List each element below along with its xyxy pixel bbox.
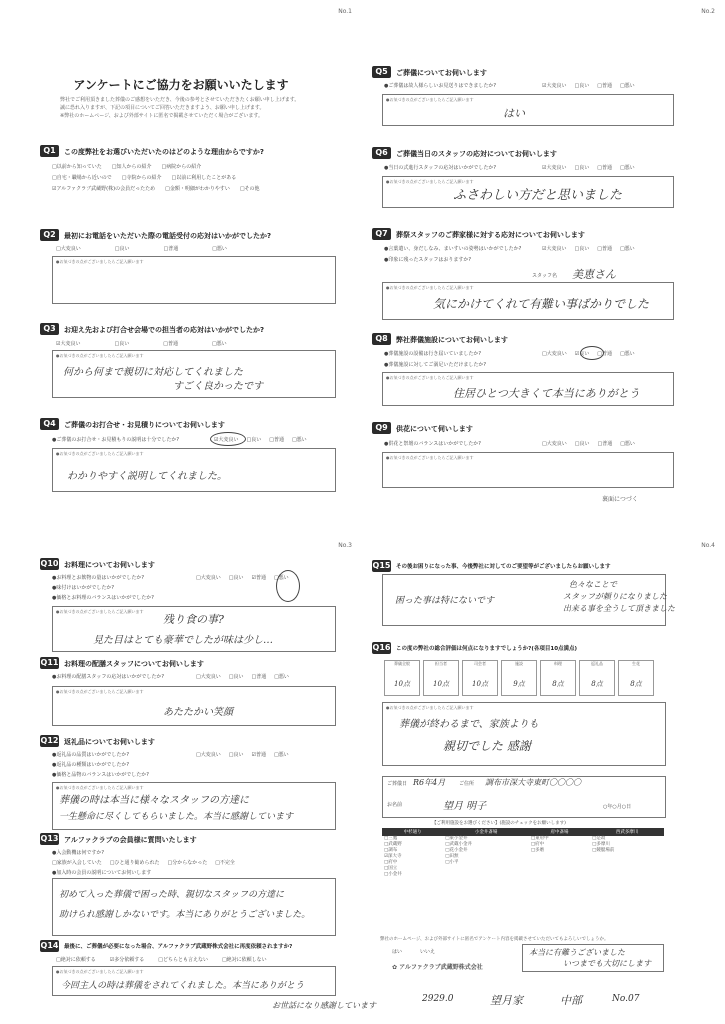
facility-option[interactable]: □競艇場前 xyxy=(592,848,615,853)
footer-handwriting: いつまでも大切にします xyxy=(563,959,651,968)
box-label: ●お気づきの点がございましたらご記入願います xyxy=(386,375,474,380)
q13-badge: Q13 xyxy=(40,834,59,843)
date-field: ○年○月○日 xyxy=(603,804,632,810)
q7-question-2: ●印象に残ったスタッフはおりますか? xyxy=(384,257,472,263)
q3-handwriting: すごく良かったです xyxy=(173,381,263,392)
facility-header: 西武多摩川 xyxy=(590,828,664,836)
q15-handwriting: 色々なことで xyxy=(569,580,617,589)
facility-option[interactable]: □調布 xyxy=(384,848,398,853)
q16-handwriting: 葬儀が終わるまで、家族よりも xyxy=(399,719,539,730)
q4-handwriting: わかりやすく説明してくれました。 xyxy=(67,471,227,482)
q6-comment-box[interactable] xyxy=(382,176,674,208)
facility-option[interactable]: □田無 xyxy=(445,854,459,859)
facility-option[interactable]: □多摩川 xyxy=(592,842,610,847)
score-cell[interactable] xyxy=(423,660,459,696)
publish-consent-options xyxy=(392,948,435,955)
q14-option[interactable]: ☑多分依頼する xyxy=(109,957,145,963)
q13-title: アルファクラブの会員様に質問いたします xyxy=(64,836,197,844)
footer-handwriting: 本当に有難うございました xyxy=(529,948,625,957)
q14-comment-box[interactable] xyxy=(52,966,336,996)
q1-option[interactable]: □以前に利用したことがある xyxy=(171,175,237,181)
bottom-area: 中部 xyxy=(560,994,582,1007)
score-value: 10点 xyxy=(472,680,488,688)
facility-column xyxy=(590,836,664,878)
q5-question: ●ご葬儀は故人様らしいお見送りはできましたか? xyxy=(384,83,497,89)
q14-option[interactable]: □絶対に依頼する xyxy=(56,957,96,963)
intro-line: ※弊社のホームページ、および外部サイトに匿名で掲載させていただく場合がございます。 xyxy=(60,113,263,119)
page-number: No.3 xyxy=(338,542,352,549)
q1-title: この度弊社をお選びいただいたのはどのような理由からですか? xyxy=(64,148,264,156)
q12-title: 返礼品についてお伺いします xyxy=(64,738,155,746)
q9-option[interactable]: □悪い xyxy=(620,441,635,447)
facility-option[interactable]: □是政 xyxy=(592,836,606,841)
score-label: 料理 xyxy=(554,661,562,666)
page-1 xyxy=(0,0,362,520)
q10-handwriting: 残り食の事? xyxy=(163,613,224,626)
q10-option[interactable]: □良い xyxy=(228,575,244,581)
q13-handwriting: 初めて入った葬儀で困った時、親切なスタッフの方達に xyxy=(59,890,285,900)
q10-selected-mark xyxy=(273,570,300,602)
q16-handwriting: 親切でした 感謝 xyxy=(443,739,531,753)
q7-question-1: ●言葉遣い、身だしなみ、まいすいの姿勢はいかがでしたか? xyxy=(384,246,522,252)
score-value: 8点 xyxy=(591,680,603,688)
q8-badge: Q8 xyxy=(372,333,391,345)
q5-title: ご葬儀についてお伺いします xyxy=(396,69,487,77)
q12-option[interactable]: □良い xyxy=(228,752,244,758)
box-label: ●お気づきの点がございましたらご記入願います xyxy=(386,285,474,290)
q2-option[interactable]: □大変良い xyxy=(56,246,81,252)
q12-question: ●返礼品の種類はいかがでしたか? xyxy=(52,762,130,768)
q4-option[interactable]: □悪い xyxy=(291,437,307,443)
q13-question-1: ●入会動機は何ですか? xyxy=(52,850,105,856)
q6-title: ご葬儀当日のスタッフの応対についてお伺いします xyxy=(396,150,557,158)
score-value: 8点 xyxy=(630,680,642,688)
q1-option[interactable]: □以前から知っていた xyxy=(52,164,102,170)
q10-option[interactable]: □悪い xyxy=(273,575,289,581)
address-label: ご住所 xyxy=(459,781,475,787)
q8-question-2: ●葬儀施設に対してご満足いただけましたか? xyxy=(384,362,487,368)
q7-staff-label: スタッフ名 xyxy=(532,273,558,279)
box-label: ●お気づきの点がございましたらご記入願います xyxy=(386,97,474,102)
q16-title: この度の弊社の総合評価は何点になりますでしょうか?(各項目10点満点) xyxy=(396,646,578,652)
q5-handwriting: はい xyxy=(503,107,525,120)
score-label: 担当者 xyxy=(435,661,447,666)
footer-comment-box[interactable] xyxy=(522,944,664,972)
q6-options xyxy=(542,164,635,171)
score-value: 10点 xyxy=(394,680,410,688)
q1-badge: Q1 xyxy=(40,145,59,157)
q10-title: お料理についてお伺いします xyxy=(64,561,155,569)
survey-intro xyxy=(60,96,320,120)
q8-handwriting: 住居ひとつ大きくて本当にありがとう xyxy=(453,387,640,400)
q1-option[interactable]: □病院からの紹介 xyxy=(161,164,202,170)
q4-question: ●ご葬儀のお打合せ・お見積もりの説明は十分でしたか? xyxy=(52,437,180,443)
q11-title: お料理の配膳スタッフについてお伺いします xyxy=(64,660,204,668)
q5-option[interactable]: □悪い xyxy=(619,83,635,89)
q8-comment-box[interactable] xyxy=(382,372,674,406)
q12-option[interactable]: ☑普通 xyxy=(251,752,266,758)
q1-option[interactable]: □自宅・職場から近いので xyxy=(52,175,112,181)
q12-question: ●返礼品の品質はいかがでしたか? xyxy=(52,752,130,758)
company-logo-icon: ✿ xyxy=(392,964,400,971)
q15-handwriting: 困った事は特にないです xyxy=(395,596,495,606)
q7-staff-name: 美恵さん xyxy=(572,268,616,281)
q1-option[interactable]: □その他 xyxy=(239,186,260,192)
q14-option[interactable]: □どちらとも言えない xyxy=(158,957,208,963)
score-label: 司会者 xyxy=(474,661,486,666)
q12-options xyxy=(196,751,289,758)
box-label: ●お気づきの点がございましたらご記入願います xyxy=(386,705,474,710)
q4-selected-mark xyxy=(210,432,246,446)
q11-option[interactable]: □悪い xyxy=(274,674,289,680)
q16-badge: Q16 xyxy=(372,643,391,652)
q6-question: ●当日の式進行スタッフの応対はいかがでしたか? xyxy=(384,165,497,171)
q9-title: 供花について伺いします xyxy=(396,425,473,433)
q12-badge: Q12 xyxy=(40,736,59,745)
q1-option[interactable]: □知人からの紹介 xyxy=(111,164,152,170)
q4-badge: Q4 xyxy=(40,418,59,430)
q11-option[interactable]: □普通 xyxy=(251,674,267,680)
q2-option[interactable]: □悪い xyxy=(212,246,227,252)
score-cell[interactable] xyxy=(462,660,498,696)
q8-selected-mark xyxy=(580,346,604,360)
q8-option[interactable]: □普通 xyxy=(597,351,612,357)
funeral-date-label: ご葬儀日 xyxy=(387,781,408,787)
q15-handwriting: 出来る事を全うして頂きました xyxy=(563,604,675,613)
q15-badge: Q15 xyxy=(372,561,391,570)
q2-option[interactable]: □良い xyxy=(114,246,130,252)
page-number: No.4 xyxy=(701,542,715,549)
q3-option[interactable]: □悪い xyxy=(211,341,227,347)
q13-options xyxy=(52,859,235,866)
q14-title: 最後に、ご葬儀が必要になった場合、アルファクラブ武蔵野株式会社に再度依頼されますか? xyxy=(64,944,293,950)
q2-comment-box[interactable] xyxy=(52,256,336,304)
q3-comment-box[interactable] xyxy=(52,350,336,398)
box-label: ●お気づきの点がございましたらご記入願います xyxy=(56,259,144,264)
q9-option[interactable]: □普通 xyxy=(597,441,613,447)
facility-option[interactable]: ☑深大寺 xyxy=(384,854,402,859)
q14-options xyxy=(56,956,267,963)
q13-option[interactable]: □分からなかった xyxy=(167,860,208,866)
q9-option[interactable]: □良い xyxy=(574,441,590,447)
box-label: ●お気づきの点がございましたらご記入願います xyxy=(56,451,144,456)
q1-options-row3 xyxy=(52,185,260,192)
q10-options xyxy=(196,574,289,581)
q5-comment-box[interactable] xyxy=(382,94,674,126)
box-label: ●お気づきの点がございましたらご記入願います xyxy=(386,179,474,184)
q13-option[interactable]: □不完全 xyxy=(215,860,235,866)
q14-handwriting: 今回主人の時は葬儀をされてくれました。本当にありがとう xyxy=(61,981,305,991)
respondent-name: 望月 明子 xyxy=(443,801,487,812)
facility-column xyxy=(443,836,529,878)
q5-option[interactable]: □良い xyxy=(574,83,590,89)
q7-option[interactable]: □普通 xyxy=(597,246,612,252)
facility-header: 府中斎場 xyxy=(529,828,590,836)
facility-column xyxy=(529,836,590,878)
q7-comment-box[interactable] xyxy=(382,282,674,320)
q1-option[interactable]: □寺院からの紹介 xyxy=(121,175,162,181)
q6-badge: Q6 xyxy=(372,147,391,159)
q6-option[interactable]: □良い xyxy=(574,165,590,171)
facility-option[interactable]: □武蔵小金井 xyxy=(445,842,473,847)
facility-option[interactable]: □府中 xyxy=(530,842,545,847)
score-label: 返礼品 xyxy=(591,661,603,666)
q4-option[interactable]: □良い xyxy=(246,437,262,443)
q8-title: 弊社葬儀施設についてお伺いします xyxy=(396,336,508,344)
q12-handwriting: 葬儀の時は本当に様々なスタッフの方達に xyxy=(59,795,249,806)
q9-badge: Q9 xyxy=(372,422,391,434)
q13-question-2: ●加入時の会員の説明についてお伺いします xyxy=(52,870,152,876)
q6-option[interactable]: □普通 xyxy=(597,165,612,171)
q10-option[interactable]: ☑普通 xyxy=(251,575,266,581)
bottom-family: 望月家 xyxy=(490,994,523,1007)
page-4 xyxy=(362,520,725,1024)
q2-badge: Q2 xyxy=(40,229,59,241)
q15-title: その後お困りになった事、今後弊社に対してのご要望等がございましたらお願いします xyxy=(396,564,611,570)
q5-option[interactable]: □普通 xyxy=(597,83,612,89)
q9-comment-box[interactable] xyxy=(382,452,674,488)
q11-question: ●お料理の配膳スタッフの応対はいかがでしたか? xyxy=(52,674,165,680)
q10-question: ●お料理とお飲物の量はいかがでしたか? xyxy=(52,575,145,581)
q11-option[interactable]: □大変良い xyxy=(196,674,221,680)
facility-header: 中杉通り xyxy=(382,828,443,836)
score-value: 9点 xyxy=(513,680,525,688)
facility-column xyxy=(382,836,443,878)
q2-options xyxy=(56,245,227,252)
facility-option[interactable]: □東府中 xyxy=(530,836,549,841)
q13-option[interactable]: □ひと通り勧められた xyxy=(109,860,160,866)
q3-handwriting: 何から何まで親切に対応してくれました xyxy=(63,367,243,378)
q12-option[interactable]: □悪い xyxy=(273,752,289,758)
q15-handwriting: スタッフが頼りになりました xyxy=(563,592,667,601)
page-2 xyxy=(362,0,725,520)
score-cell[interactable] xyxy=(579,660,615,696)
q10-question: ●味付けはいかがでしたか? xyxy=(52,585,115,591)
q9-options xyxy=(542,440,635,447)
publish-consent-text: 弊社のホームページ、および外部サイトに匿名でアンケート内容を掲載させていただいてもよろしいでしょうか。 xyxy=(380,937,609,942)
q1-option[interactable]: ☑アルファクラブ武蔵野(株)の会員だったため xyxy=(52,186,156,192)
q4-option[interactable]: ☑大変良い xyxy=(214,437,239,443)
q6-option[interactable]: ☑大変良い xyxy=(542,165,567,171)
facility-option[interactable]: □府中 xyxy=(384,860,398,865)
q7-option[interactable]: ☑大変良い xyxy=(542,246,567,252)
q3-option[interactable]: □普通 xyxy=(163,341,178,347)
intro-line: 誠に恐れ入りますが、下記の項目についてご回答いただきますよう、お願い申し上げます。 xyxy=(60,105,265,111)
score-label: 葬儀全般 xyxy=(394,661,410,666)
name-label: お名前 xyxy=(387,802,403,808)
q4-option[interactable]: □普通 xyxy=(269,437,284,443)
q12-handwriting: 一生懸命に尽くしてもらいました。本当に感謝しています xyxy=(59,812,294,822)
box-label: ●お気づきの点がございましたらご記入願います xyxy=(56,353,144,358)
consent-no[interactable]: いいえ xyxy=(420,949,436,955)
q1-options-row1 xyxy=(52,163,201,170)
q11-option[interactable]: □良い xyxy=(228,674,244,680)
q13-option[interactable]: □家族が入会していた xyxy=(52,860,102,866)
q7-option[interactable]: □良い xyxy=(574,246,590,252)
q9-question: ●供花と祭壇のバランスはいかがでしたか? xyxy=(384,441,481,447)
q8-option[interactable]: □悪い xyxy=(619,351,635,357)
page-number: No.1 xyxy=(338,8,352,15)
q6-handwriting: ふさわしい方だと思いました xyxy=(453,188,623,203)
q10-handwriting: 見た目はとても豪華でしたが味は少し… xyxy=(93,635,273,646)
facility-option[interactable]: □花小金井 xyxy=(445,848,468,853)
q14-option[interactable]: □絶対に依頼しない xyxy=(221,957,267,963)
bottom-serial: 2929.0 xyxy=(422,994,454,1004)
score-value: 8点 xyxy=(552,680,564,688)
respondent-info-box[interactable] xyxy=(382,776,666,818)
q14-badge: Q14 xyxy=(40,941,59,950)
box-label: ●お気づきの点がございましたらご記入願います xyxy=(56,969,144,974)
q10-comment-box[interactable] xyxy=(52,606,336,652)
company-name xyxy=(392,962,483,971)
facility-header: 小金井斎場 xyxy=(443,828,529,836)
facility-option[interactable]: □小金井 xyxy=(384,872,402,877)
facility-option[interactable]: □東小金井 xyxy=(445,836,468,841)
q6-option[interactable]: □悪い xyxy=(619,165,635,171)
q3-option[interactable]: ☑大変良い xyxy=(56,341,81,347)
facility-option[interactable]: □武蔵野 xyxy=(384,842,402,847)
q9-option[interactable]: □大変良い xyxy=(542,441,567,447)
survey-title: アンケートにご協力をお願いいたします xyxy=(73,78,289,92)
q16-comment-box[interactable] xyxy=(382,702,666,766)
q11-comment-box[interactable] xyxy=(52,686,336,726)
q11-badge: Q11 xyxy=(40,658,59,667)
q12-option[interactable]: □大変良い xyxy=(196,752,221,758)
score-cell[interactable] xyxy=(501,660,537,696)
q13-handwriting: 助けられ感謝しかないです。本当にありがとうございました。 xyxy=(59,910,311,920)
score-cell[interactable] xyxy=(384,660,420,696)
q5-badge: Q5 xyxy=(372,66,391,78)
q11-options xyxy=(196,673,289,680)
box-label: ●お気づきの点がございましたらご記入願います xyxy=(56,689,144,694)
q12-comment-box[interactable] xyxy=(52,782,336,830)
q8-option[interactable]: ☑良い xyxy=(574,351,590,357)
q5-option[interactable]: ☑大変良い xyxy=(542,83,567,89)
q4-comment-box[interactable] xyxy=(52,448,336,492)
consent-yes[interactable]: はい xyxy=(392,949,403,955)
q7-option[interactable]: □悪い xyxy=(619,246,635,252)
q12-question: ●価格と品物のバランスはいかがでしたか? xyxy=(52,772,149,778)
page-number: No.2 xyxy=(701,8,715,15)
q2-option[interactable]: □普通 xyxy=(163,246,179,252)
facility-caption: 【ご利用施設をお選びください】(施設のチェックをお願いします) xyxy=(432,821,566,826)
q5-options xyxy=(542,82,635,89)
q2-title: 最初にお電話をいただいた際の電話受付の応対はいかがでしたか? xyxy=(64,232,272,240)
facility-option[interactable]: □多磨 xyxy=(530,848,545,853)
q13-comment-box[interactable] xyxy=(52,878,336,936)
facility-table xyxy=(382,828,664,878)
box-label: ●お気づきの点がございましたらご記入願います xyxy=(56,609,144,614)
score-label: 生花 xyxy=(632,661,640,666)
page-3 xyxy=(0,520,376,1024)
q3-option[interactable]: □良い xyxy=(114,341,130,347)
score-cell[interactable] xyxy=(618,660,654,696)
q1-options-row2 xyxy=(52,174,236,181)
score-label: 施設 xyxy=(515,661,523,666)
bottom-note: お世話になり感謝しています xyxy=(272,1001,376,1010)
facility-option[interactable]: □小平 xyxy=(445,860,459,865)
facility-option[interactable]: □三鷹 xyxy=(384,836,398,841)
q3-badge: Q3 xyxy=(40,323,59,335)
bottom-number: No.07 xyxy=(612,994,640,1004)
continue-note: 裏面につづく xyxy=(602,496,638,503)
q7-handwriting: 気にかけてくれて有難い事ばかりでした xyxy=(433,297,650,311)
q4-title: ご葬儀のお打合せ・お見積りについてお伺いします xyxy=(64,421,225,429)
q10-option[interactable]: □大変良い xyxy=(196,575,221,581)
intro-line: 弊社でご利用頂きました葬儀のご感想をいただき、今後の参考とさせていただきたくお願い申し上げます。 xyxy=(60,97,300,103)
company-name-text: アルファクラブ武蔵野株式会社 xyxy=(399,964,483,971)
score-value: 10点 xyxy=(433,680,449,688)
score-cell[interactable] xyxy=(540,660,576,696)
q10-question: ●価格とお料理のバランスはいかがでしたか? xyxy=(52,595,154,601)
q8-option[interactable]: □大変良い xyxy=(542,351,567,357)
q16-score-cells xyxy=(384,660,654,696)
facility-option[interactable]: □国立 xyxy=(384,866,398,871)
funeral-date: R6年4月 xyxy=(413,778,446,787)
box-label: ●お気づきの点がございましたらご記入願います xyxy=(56,785,144,790)
q15-comment-box[interactable] xyxy=(382,574,675,626)
q3-options xyxy=(56,340,227,347)
address: 調布市深大寺東町〇〇〇〇 xyxy=(485,778,581,787)
q7-title: 葬祭スタッフのご葬家様に対する応対についてお伺いします xyxy=(396,231,585,239)
q7-options xyxy=(542,245,635,252)
q11-handwriting: あたたかい笑顔 xyxy=(163,707,233,718)
q8-question-1: ●葬儀施設の設備は行き届いていましたか? xyxy=(384,351,482,357)
q3-title: お迎え先および打合せ会場での担当者の応対はいかがでしたか? xyxy=(64,326,265,334)
q1-option[interactable]: □金額・明細がわかりやすい xyxy=(165,186,230,192)
box-label: ●お気づきの点がございましたらご記入願います xyxy=(386,455,474,460)
q10-badge: Q10 xyxy=(40,559,59,568)
q7-badge: Q7 xyxy=(372,228,391,240)
